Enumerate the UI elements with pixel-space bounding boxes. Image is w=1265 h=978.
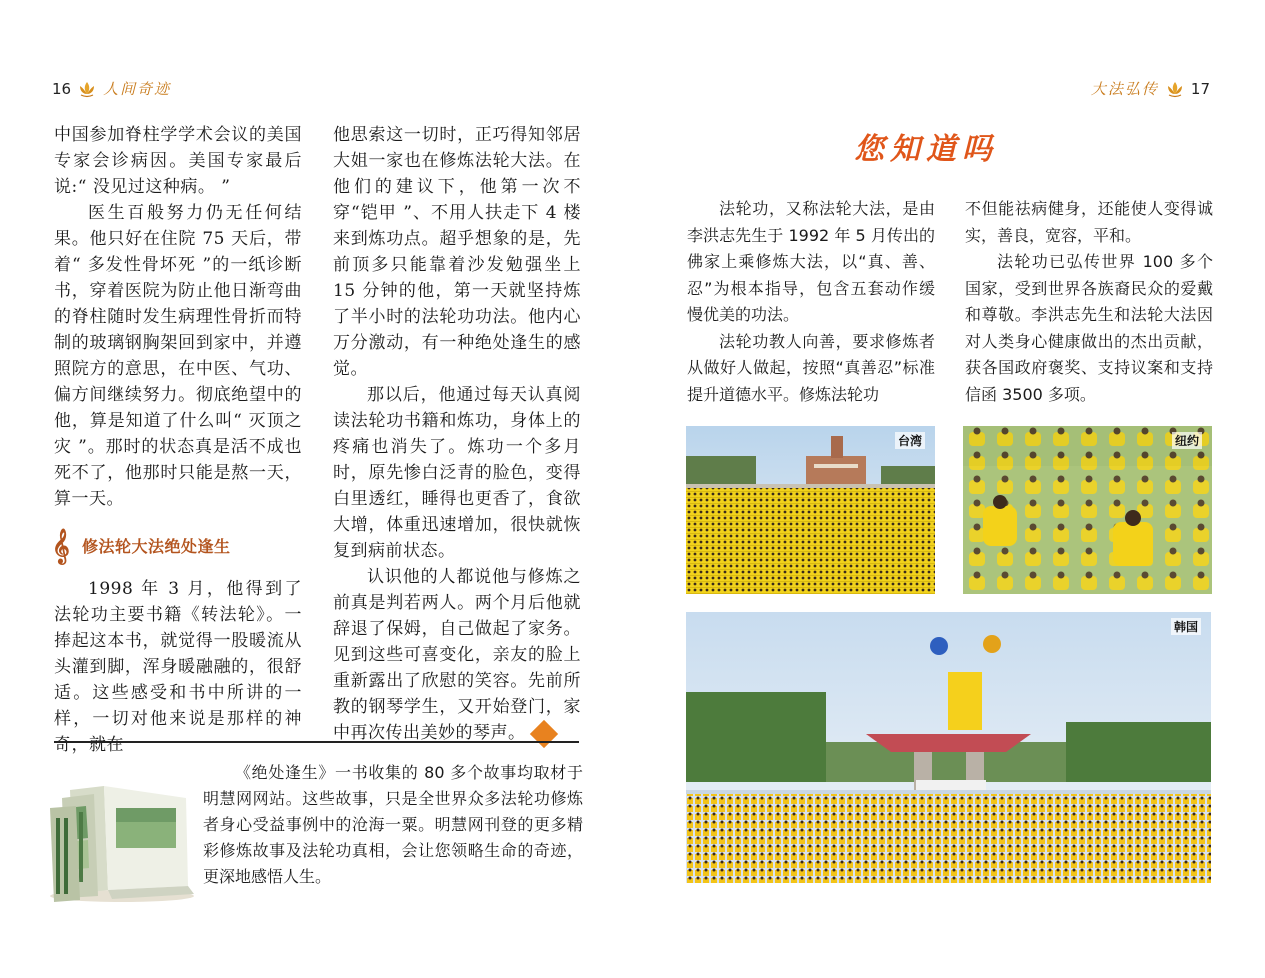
right-page [632, 0, 1265, 978]
paragraph: 医生百般努力仍无任何结果。他只好在住院 75 天后，带着“ 多发性骨坏死 ”的一纸诊断书，穿着医院为防止他日渐弯曲的脊柱随时发生病理性骨折而特制的玻璃钢胸架回到家中，并遵照院方的意思，在中医、气功、偏方间继续努力。彻底绝望中的他，算是知道了什么叫“ 灭顶之灾 ”。那时的状态真是活不成也死不了，他那时只能是熬一天，算一天。 [54, 203, 302, 509]
right-column-1 [687, 196, 935, 408]
page-title: 您知道吗 [854, 132, 998, 167]
section-heading [52, 529, 300, 564]
section-heading-text: 修法轮大法绝处逢生 [82, 537, 231, 556]
photo-newyork-scene [963, 426, 1212, 594]
end-mark-icon [529, 719, 601, 774]
running-title-left: 人间奇迹 [103, 80, 172, 98]
photo-label: 台湾 [895, 432, 925, 449]
photo-label: 韩国 [1171, 618, 1201, 635]
left-page [0, 0, 632, 978]
paragraph [333, 564, 601, 774]
left-column-2 [333, 122, 601, 774]
paragraph: 法轮功，又称法轮大法，是由李洪志先生于 1992 年 5 月传出的佛家上乘修炼大法，以“真、善、忍”为根本指导，包含五套动作缓慢优美的功法。 [687, 199, 935, 324]
lotus-icon [1165, 80, 1185, 98]
treble-clef-icon: 𝄞 [52, 529, 71, 564]
page-number-left: 16 [52, 79, 72, 98]
right-column-2 [965, 196, 1213, 408]
paragraph: 那以后，他通过每天认真阅读法轮功书籍和炼功，身体上的疼痛也消失了。炼功一个多月时，原先惨白泛青的脸色，变得白里透红，睡得也更香了，食欲大增，体重迅速增加，很快就恢复到病前状态。 [333, 385, 581, 561]
lotus-icon [77, 80, 97, 98]
page-number-right: 17 [1190, 79, 1210, 98]
photo-newyork [963, 426, 1212, 594]
paragraph: 不但能祛病健身，还能使人变得诚实，善良，宽容，平和。 [965, 199, 1213, 245]
running-title-right: 大法弘传 [1090, 80, 1159, 98]
photo-taiwan-scene [686, 426, 935, 594]
book-promo-text [203, 760, 583, 890]
paragraph: 中国参加脊柱学学术会议的美国专家会诊病因。美国专家最后说:“ 没见过这种病。 ” [54, 125, 302, 197]
paragraph: 法轮功教人向善，要求修炼者从做好人做起，按照“真善忍”标准提升道德水平。修炼法轮功 [687, 331, 935, 404]
section-divider [54, 741, 579, 743]
running-header-right [1091, 78, 1210, 99]
photo-korea-scene [686, 612, 1211, 883]
photo-label: 纽约 [1172, 432, 1202, 449]
paragraph-text: 认识他的人都说他与修炼之前真是判若两人。两个月后他就辞退了保姆，自己做起了家务。见到这些可喜变化，亲友的脸上重新露出了欣慰的笑容。先前所教的钢琴学生，又开始登门，家中再次传出美妙的琴声。 [333, 567, 581, 743]
running-header-left [52, 78, 171, 99]
paragraph: 1998 年 3 月，他得到了法轮功主要书籍《转法轮》。一捧起这本书，就觉得一股暖流从头灌到脚，浑身暖融融的，很舒适。这些感受和书中所讲的一样，一切对他来说是那样的神奇，就在 [54, 579, 302, 755]
paragraph: 《绝处逢生》一书收集的 80 多个故事均取材于明慧网网站。这些故事，只是全世界众多法轮功修炼者身心受益事例中的沧海一粟。明慧网刊登的更多精彩修炼故事及法轮功真相，会让您领略生命的奇迹，更深地感悟人生。 [203, 763, 583, 886]
paragraph: 法轮功已弘传世界 100 多个国家，受到世界各族裔民众的爱戴和尊敬。李洪志先生和法轮大法因对人类身心健康做出的杰出贡献，获各国政府褒奖、支持议案和支持信函 3500 多项。 [965, 252, 1213, 404]
paragraph: 他思索这一切时，正巧得知邻居大姐一家也在修炼法轮大法。在他们的建议下，他第一次不穿“铠甲 ”、不用人扶走下 4 楼来到炼功点。超乎想象的是，先前顶多只能靠着沙发勉强坐上 15 分钟的他，第一天就坚持炼了半小时的法轮功功法。他内心万分激动，有一种绝处逢生的感觉。 [333, 125, 581, 379]
photo-korea [686, 612, 1211, 883]
book-stack-image [46, 778, 198, 903]
left-column-1 [54, 122, 302, 758]
end-mark-glyph: 福 [587, 759, 601, 774]
photo-taiwan [686, 426, 935, 594]
